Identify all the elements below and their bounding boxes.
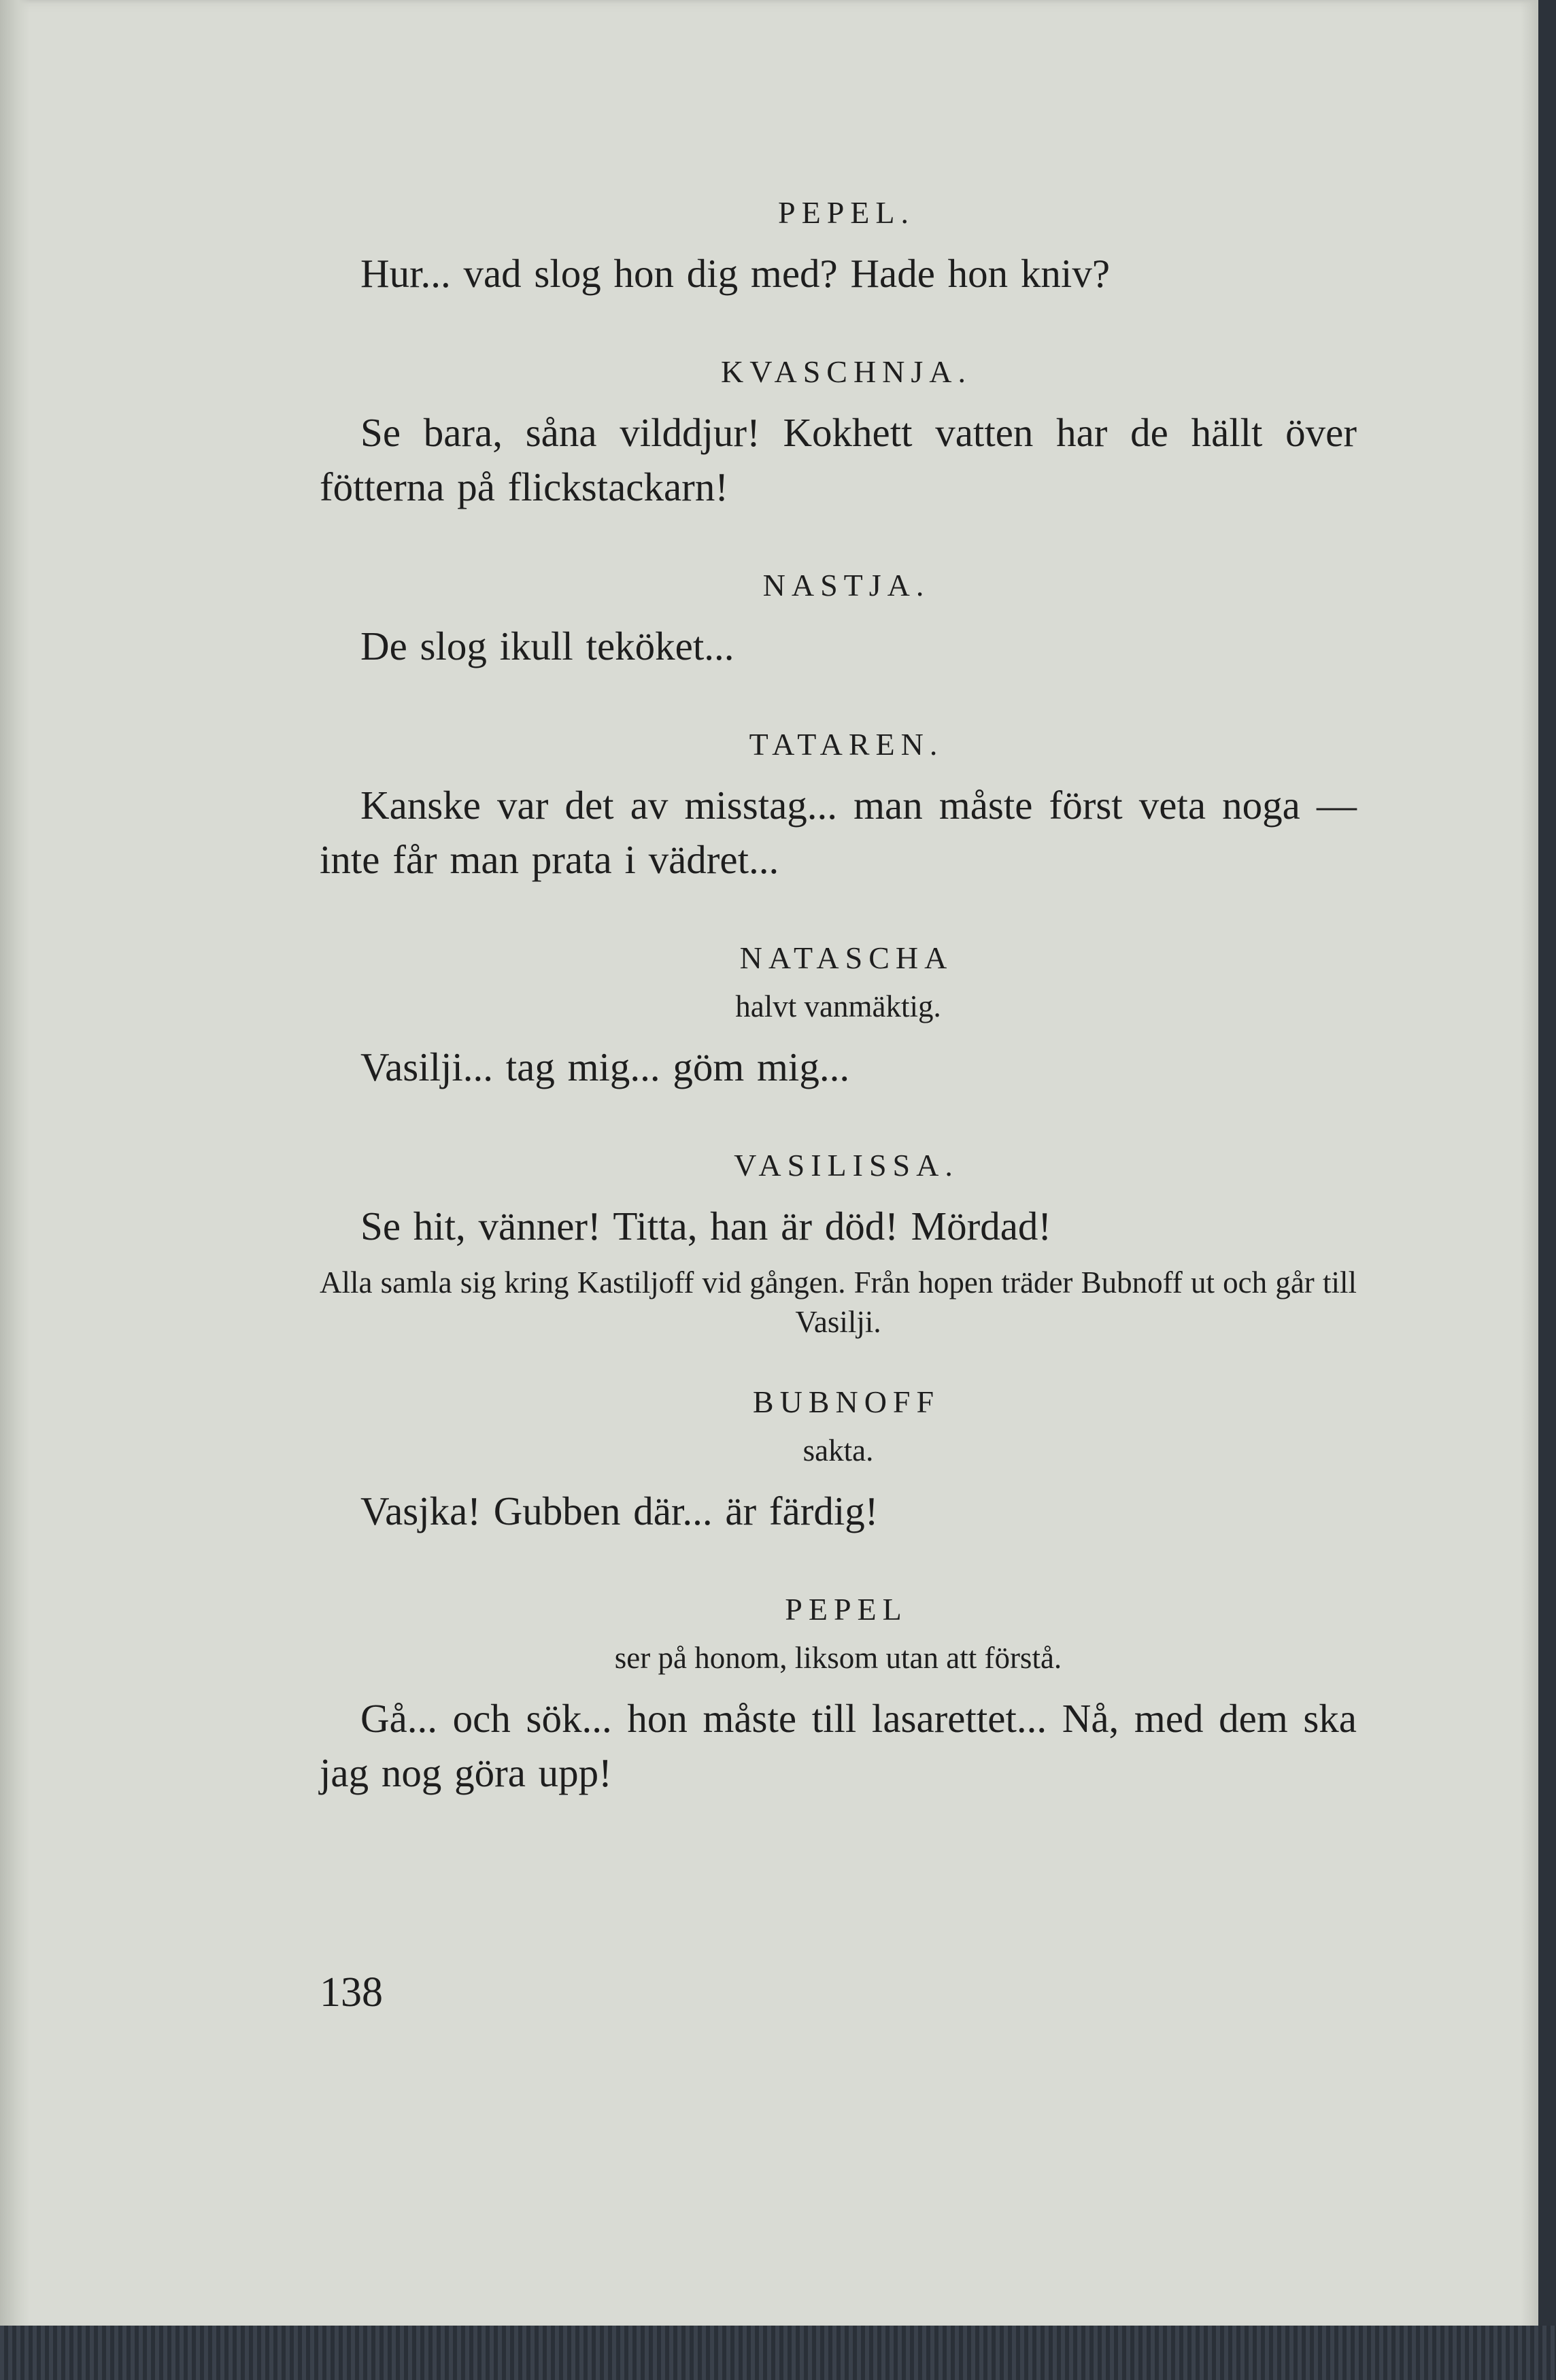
binding-cloth — [0, 2326, 1556, 2380]
speaker-name: NATASCHA — [739, 940, 953, 975]
speaker-name: VASILISSA. — [734, 1148, 959, 1183]
speaker-name: PEPEL. — [778, 195, 915, 230]
speaker-name: PEPEL — [785, 1592, 908, 1627]
speaker-name: BUBNOFF — [752, 1384, 941, 1419]
stage-direction: Alla samla sig kring Kastiljoff vid gången. Från hopen träder Bubnoff ut och går till Vasilji. — [320, 1265, 1357, 1339]
book-spine-shadow — [0, 0, 30, 2334]
dialogue-line: Gå... och sök... hon måste till lasarettet... Nå, med dem ska jag nog göra upp! — [320, 1696, 1357, 1795]
speaker-name: KVASCHNJA. — [720, 354, 972, 389]
dialogue-line: De slog ikull teköket... — [360, 624, 734, 668]
stage-direction-inline: sakta. — [802, 1433, 874, 1467]
speaker-name: NASTJA. — [762, 568, 930, 602]
dialogue-line: Vasilji... tag mig... göm mig... — [360, 1044, 850, 1089]
dialogue-line: Hur... vad slog hon dig med? Hade hon kniv? — [360, 251, 1111, 296]
dialogue-line: Se hit, vänner! Titta, han är död! Mördad! — [360, 1204, 1052, 1248]
page-number: 138 — [320, 1969, 383, 2016]
stage-direction-inline: halvt vanmäktig. — [735, 989, 941, 1023]
stage-direction-inline: ser på honom, liksom utan att förstå. — [614, 1641, 1062, 1675]
dialogue-line: Kanske var det av misstag... man måste först veta noga — inte får man prata i vädret... — [320, 783, 1357, 882]
play-text — [320, 197, 1357, 1800]
speaker-name: TATAREN. — [749, 727, 944, 762]
dialogue-line: Vasjka! Gubben där... är färdig! — [360, 1489, 879, 1533]
page-edge — [1521, 0, 1538, 2334]
dialogue-line: Se bara, såna vilddjur! Kokhett vatten har de hällt över fötterna på flickstackarn! — [320, 410, 1357, 509]
